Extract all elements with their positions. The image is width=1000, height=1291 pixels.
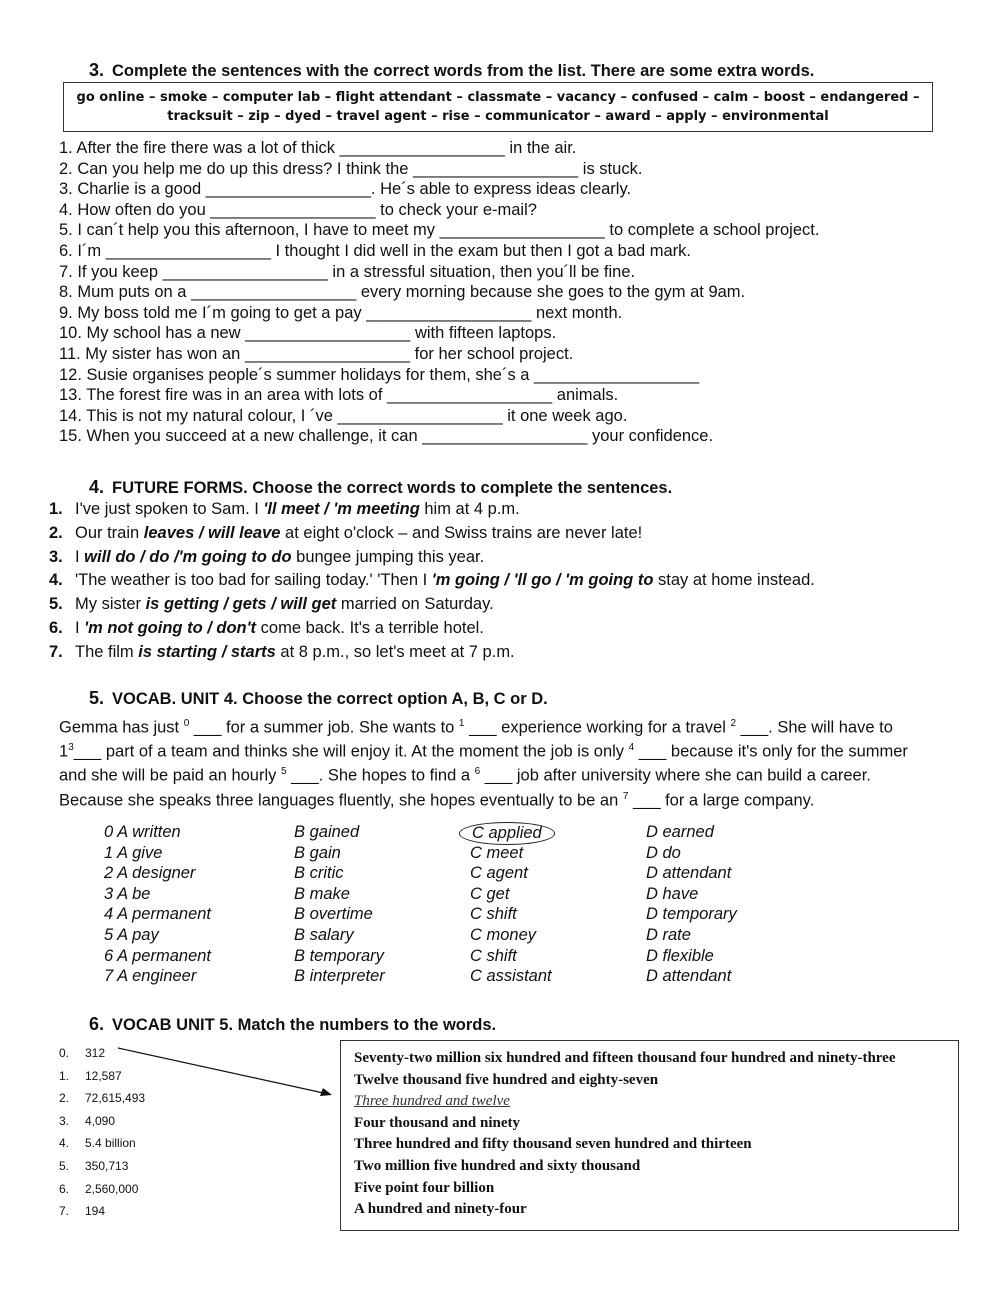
gemma-paragraph: Gemma has just $^0$ ___ for a summer job. She wants to $^1$ ___ experience working for a travel $^2$ ___. She will have to $1^3\_\_\_$ part of a team and thinks she will enjoy it. At the moment the job is only $^4$ ___ because it's only for the summer and she will be paid an hourly $^5$ ___. She hopes to find a $^6$ ___ job after university where she can build a career. Because she speaks three languages fluently, she hopes eventually to be an $^7$ ___ for a large company. <box>59 718 908 810</box>
option-d[interactable]: D temporary <box>646 905 737 924</box>
word-item[interactable]: Seventy-two million six hundred and fifteen thousand four hundred and ninety-three <box>354 1050 896 1066</box>
option-b[interactable]: B overtime <box>294 905 373 924</box>
choice[interactable]: 'll meet / 'm meeting <box>263 500 420 518</box>
choice[interactable]: will do / do /'m going to do <box>84 547 292 566</box>
future-item[interactable]: 2. Our train leaves / will leave at eight o'clock – and Swiss trains are never late! <box>49 523 643 542</box>
option-c[interactable]: C shift <box>470 946 517 965</box>
section-6-heading <box>89 1014 496 1035</box>
sentence-14[interactable]: 14. This is not my natural colour, I ´ve __________________ it one week ago. <box>59 406 628 425</box>
section-4-number: 4. <box>89 477 105 497</box>
option-b[interactable]: B temporary <box>294 946 384 965</box>
option-a[interactable]: 5 A pay <box>104 925 159 944</box>
section-5-number: 5. <box>89 688 105 708</box>
word-item[interactable]: Two million five hundred and sixty thousand <box>354 1157 641 1174</box>
sentence-11[interactable]: 11. My sister has won an __________________ for her school project. <box>59 344 574 363</box>
future-item[interactable]: 6. I 'm not going to / don't come back. It's a terrible hotel. <box>49 618 484 637</box>
number-item[interactable]: 2. 72,615,493 <box>59 1091 146 1106</box>
word-item[interactable]: Three hundred and fifty thousand seven hundred and thirteen <box>354 1136 752 1153</box>
section-4-heading <box>89 477 672 498</box>
sentence-5[interactable]: 5. I can´t help you this afternoon, I have to meet my __________________ to complete a school project. <box>59 221 820 240</box>
number-item[interactable]: 6. 2,560,000 <box>59 1181 139 1196</box>
option-c[interactable]: C get <box>470 884 510 903</box>
choice[interactable]: is starting / starts <box>138 642 276 661</box>
future-item[interactable]: 5. My sister is getting / gets / will get married on Saturday. <box>49 595 494 614</box>
match-arrow-icon <box>110 1040 340 1100</box>
section-6-title: VOCAB UNIT 5. Match the numbers to the words. <box>112 1016 497 1034</box>
word-item[interactable]: Four thousand and ninety <box>354 1114 521 1131</box>
option-c-circled[interactable]: C applied <box>459 822 555 845</box>
option-a[interactable]: 6 A permanent <box>104 946 212 965</box>
word-item[interactable]: Five point four billion <box>354 1179 495 1196</box>
sentence-10[interactable]: 10. My school has a new __________________ with fifteen laptops. <box>59 324 557 343</box>
section-3-number: 3. <box>89 60 105 80</box>
section-3-heading <box>89 60 814 81</box>
section-4-items <box>49 498 815 665</box>
section-3-sentences <box>59 138 819 447</box>
option-a[interactable]: 2 A designer <box>104 864 196 883</box>
sentence-9[interactable]: 9. My boss told me I´m going to get a pay __________________ next month. <box>59 303 623 322</box>
sentence-4[interactable]: 4. How often do you __________________ to check your e-mail? <box>59 200 537 219</box>
option-d[interactable]: D do <box>646 843 681 862</box>
option-b[interactable]: B interpreter <box>294 967 385 986</box>
option-d[interactable]: D attendant <box>646 967 732 986</box>
option-c[interactable]: C assistant <box>470 967 552 986</box>
word-list-line-2: tracksuit – zip – dyed – travel agent – rise – communicator – award – apply – environmental <box>167 109 829 124</box>
choice[interactable]: 'm going / 'll go / 'm going to <box>431 571 654 590</box>
option-d[interactable]: D have <box>646 884 699 903</box>
section-5-heading <box>89 688 548 709</box>
future-item[interactable]: 4. 'The weather is too bad for sailing today.' 'Then I 'm going / 'll go / 'm going to stay at home instead. <box>49 571 815 590</box>
sentence-2[interactable]: 2. Can you help me do up this dress? I think the __________________ is stuck. <box>59 159 643 178</box>
sentence-1[interactable]: 1. After the fire there was a lot of thick __________________ in the air. <box>59 139 577 157</box>
future-item[interactable]: 3. I will do / do /'m going to do bungee jumping this year. <box>49 547 485 566</box>
option-d[interactable]: D earned <box>646 823 714 841</box>
number-item[interactable]: 7. 194 <box>59 1204 106 1219</box>
option-d[interactable]: D attendant <box>646 864 732 883</box>
choice[interactable]: 'm not going to / don't <box>84 618 257 637</box>
option-c[interactable]: C agent <box>470 864 528 883</box>
option-a[interactable]: 0 A written <box>104 823 181 841</box>
sentence-13[interactable]: 13. The forest fire was in an area with lots of __________________ animals. <box>59 386 619 405</box>
words-box <box>340 1040 959 1231</box>
word-item[interactable]: A hundred and ninety-four <box>354 1201 527 1218</box>
number-item[interactable]: 5. 350,713 <box>59 1158 129 1173</box>
word-list-line-1: go online – smoke – computer lab – flight attendant – classmate – vacancy – confused – calm – boost – endangered – <box>76 90 920 105</box>
option-c[interactable]: C shift <box>470 905 517 924</box>
word-list-box <box>63 82 933 132</box>
choice[interactable]: leaves / will leave <box>143 523 281 542</box>
sentence-15[interactable]: 15. When you succeed at a new challenge, it can __________________ your confidence. <box>59 427 714 446</box>
option-a[interactable]: 1 A give <box>104 843 163 862</box>
sentence-8[interactable]: 8. Mum puts on a __________________ every morning because she goes to the gym at 9am. <box>59 283 746 302</box>
number-item[interactable]: 3. 4,090 <box>59 1113 116 1128</box>
option-b[interactable]: B critic <box>294 864 344 883</box>
sentence-6[interactable]: 6. I´m __________________ I thought I did well in the exam but then I got a bad mark. <box>59 241 692 260</box>
section-3-title: Complete the sentences with the correct words from the list. There are some extra words. <box>112 62 815 80</box>
choice[interactable]: is getting / gets / will get <box>145 595 337 614</box>
section-5-title: VOCAB. UNIT 4. Choose the correct option A, B, C or D. <box>112 690 548 708</box>
option-a[interactable]: 3 A be <box>104 884 151 903</box>
option-c[interactable]: C meet <box>470 843 524 862</box>
word-item-matched[interactable]: Three hundred and twelve <box>354 1093 510 1110</box>
option-a[interactable]: 4 A permanent <box>104 905 212 924</box>
sentence-3[interactable]: 3. Charlie is a good __________________. He´s able to express ideas clearly. <box>59 180 632 199</box>
sentence-7[interactable]: 7. If you keep __________________ in a stressful situation, then you´ll be fine. <box>59 262 636 281</box>
option-d[interactable]: D flexible <box>646 946 714 965</box>
number-item[interactable]: 1. 12,587 <box>59 1068 122 1083</box>
future-item[interactable]: 1. I've just spoken to Sam. I 'll meet / 'm meeting him at 4 p.m. <box>49 500 520 518</box>
number-item[interactable]: 0. 312 <box>59 1046 106 1060</box>
word-item[interactable]: Twelve thousand five hundred and eighty-seven <box>354 1071 659 1088</box>
section-6-number: 6. <box>89 1014 105 1034</box>
future-item[interactable]: 7. The film is starting / starts at 8 p.m., so let's meet at 7 p.m. <box>49 642 515 661</box>
number-item[interactable]: 4. 5.4 billion <box>59 1136 136 1151</box>
option-a[interactable]: 7 A engineer <box>104 967 197 986</box>
option-b[interactable]: B make <box>294 884 350 903</box>
option-c[interactable]: C money <box>470 925 537 944</box>
section-4-title: FUTURE FORMS. Choose the correct words to complete the sentences. <box>112 479 673 497</box>
sentence-12[interactable]: 12. Susie organises people´s summer holidays for them, she´s a __________________ <box>59 365 700 384</box>
option-d[interactable]: D rate <box>646 925 691 944</box>
option-b[interactable]: B gain <box>294 843 341 862</box>
option-b[interactable]: B gained <box>294 823 360 841</box>
option-b[interactable]: B salary <box>294 925 354 944</box>
